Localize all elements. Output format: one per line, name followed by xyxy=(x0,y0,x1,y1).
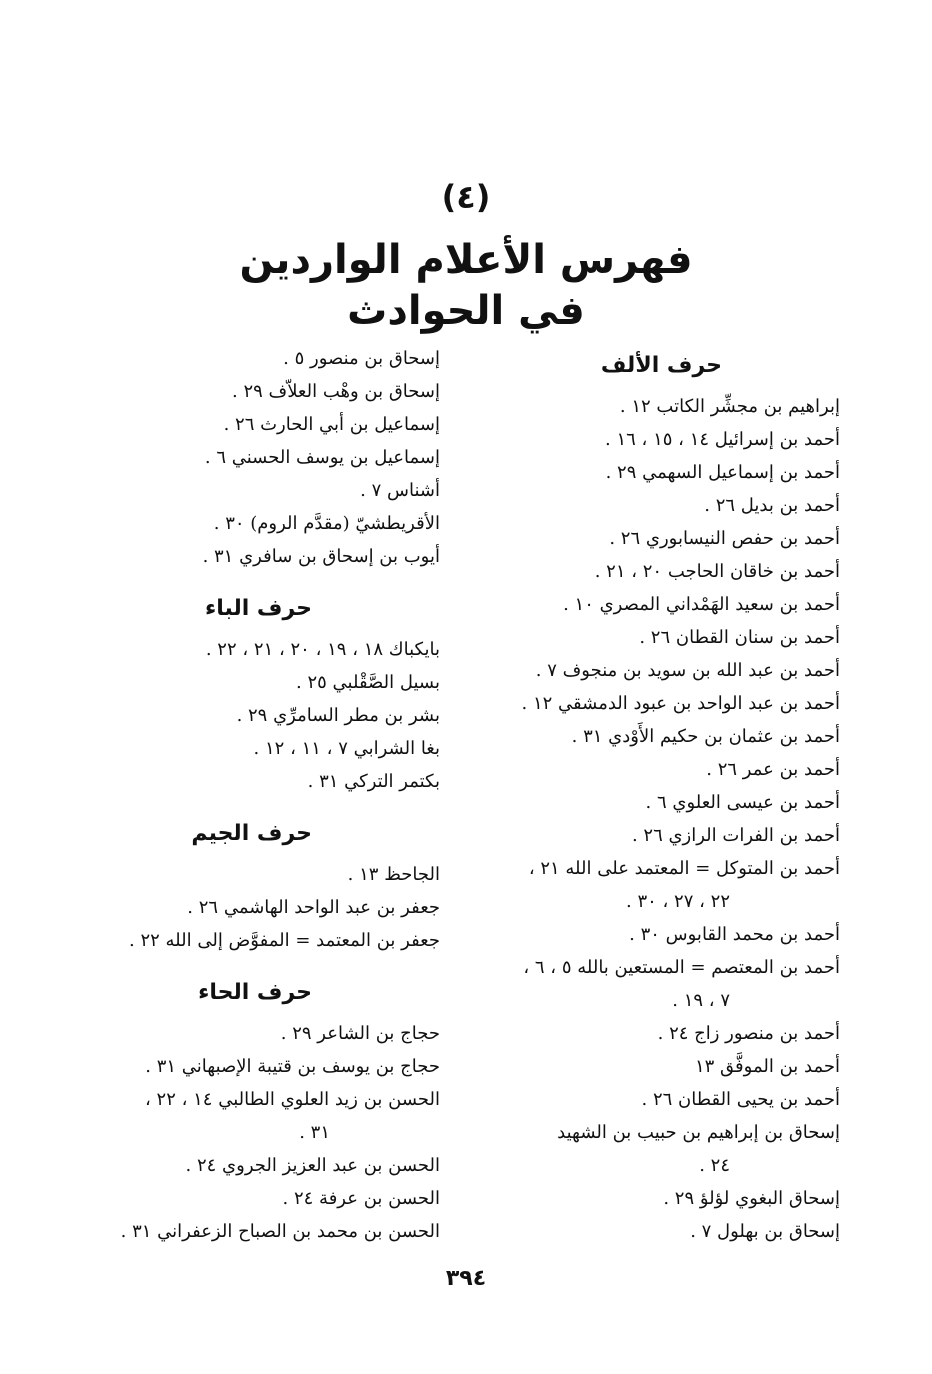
entry-line-1: أحمد بن المتوكل = المعتمد على الله ٢١ ، xyxy=(528,858,840,879)
index-entry: حجاج بن الشاعر ٢٩ . xyxy=(280,1023,440,1044)
index-entry: أيوب بن إسحاق بن سافري ٣١ . xyxy=(202,546,440,567)
section-heading: حرف الألف xyxy=(600,353,722,378)
index-entry: بغا الشرابي ٧ ، ١١ ، ١٢ . xyxy=(253,738,440,759)
index-entry: أحمد بن إسماعيل السهمي ٢٩ . xyxy=(605,462,840,483)
page-number: ٣٩٤ xyxy=(445,1266,487,1291)
index-entry: إسماعيل بن يوسف الحسني ٦ . xyxy=(204,447,440,468)
index-entry: أحمد بن محمد القابوس ٣٠ . xyxy=(629,924,840,945)
index-entry: أحمد بن الموفَّق ١٣ xyxy=(694,1056,840,1077)
index-entry: إبراهيم بن مجشِّر الكاتب ١٢ . xyxy=(619,396,840,417)
index-entry: بكتمر التركي ٣١ . xyxy=(307,771,440,792)
section-spacer xyxy=(80,957,440,969)
index-entry xyxy=(490,1116,840,1182)
index-entry: الأقريطشيّ (مقدَّم الروم) ٣٠ . xyxy=(213,513,440,534)
index-entry: أحمد بن خاقان الحاجب ٢٠ ، ٢١ . xyxy=(594,561,840,582)
index-entry xyxy=(490,951,840,1017)
index-entry xyxy=(490,852,840,918)
entry-line-2: ٣١ . xyxy=(299,1122,330,1143)
entry-line-2: ٧ ، ١٩ . xyxy=(672,990,730,1011)
index-entry: إسحاق بن وهْب العلاّف ٢٩ . xyxy=(232,381,440,402)
index-entry: حجاج بن يوسف بن قتيبة الإصبهاني ٣١ . xyxy=(145,1056,440,1077)
section-spacer xyxy=(80,573,440,585)
section-heading: حرف الباء xyxy=(204,596,312,621)
index-entry: أحمد بن عبد الواحد بن عبود الدمشقي ١٢ . xyxy=(521,693,840,714)
index-entry: أحمد بن عمر ٢٦ . xyxy=(706,759,840,780)
index-entry: أحمد بن عيسى العلوي ٦ . xyxy=(645,792,840,813)
index-subtitle: في الحوادث xyxy=(347,288,585,334)
index-entry: أحمد بن إسرائيل ١٤ ، ١٥ ، ١٦ . xyxy=(605,429,840,450)
index-number: (٤) xyxy=(441,178,491,216)
index-entry: الحسن بن عبد العزيز الجروي ٢٤ . xyxy=(185,1155,440,1176)
index-entry: إسحاق بن بهلول ٧ . xyxy=(690,1221,840,1242)
entry-line-1: إسحاق بن إبراهيم بن حبيب بن الشهيد xyxy=(557,1122,840,1143)
index-entry: أحمد بن عثمان بن حكيم الأَوْدي ٣١ . xyxy=(571,726,840,747)
index-entry: الحسن بن محمد بن الصباح الزعفراني ٣١ . xyxy=(120,1221,440,1242)
index-entry: أحمد بن بديل ٢٦ . xyxy=(704,495,840,516)
index-entry: بشر بن مطر السامرِّي ٢٩ . xyxy=(236,705,440,726)
entry-line-2: ٢٤ . xyxy=(699,1155,730,1176)
index-entry: أحمد بن يحيى القطان ٢٦ . xyxy=(641,1089,840,1110)
index-title: فهرس الأعلام الواردين xyxy=(239,237,693,283)
index-entry: جعفر بن عبد الواحد الهاشمي ٢٦ . xyxy=(187,897,440,918)
section-spacer xyxy=(80,798,440,810)
index-entry: إسحاق بن منصور ٥ . xyxy=(283,348,440,369)
entry-line-1: أحمد بن المعتصم = المستعين بالله ٥ ، ٦ ، xyxy=(523,957,840,978)
index-entry: إسحاق البغوي لؤلؤ ٢٩ . xyxy=(663,1188,840,1209)
index-entry: أحمد بن سعيد الهَمْداني المصري ١٠ . xyxy=(563,594,840,615)
index-entry: إسماعيل بن أبي الحارث ٢٦ . xyxy=(223,414,440,435)
right-column xyxy=(490,342,840,1248)
entry-line-1: الحسن بن زيد العلوي الطالبي ١٤ ، ٢٢ ، xyxy=(145,1089,440,1110)
section-heading: حرف الجيم xyxy=(191,821,312,846)
index-entry: الحسن بن عرفة ٢٤ . xyxy=(282,1188,440,1209)
index-entry: أحمد بن حفص النيسابوري ٢٦ . xyxy=(609,528,840,549)
index-entry: أحمد بن سنان القطان ٢٦ . xyxy=(639,627,840,648)
section-heading: حرف الحاء xyxy=(198,980,312,1005)
index-entry: بايكباك ١٨ ، ١٩ ، ٢٠ ، ٢١ ، ٢٢ . xyxy=(205,639,440,660)
left-column xyxy=(80,342,440,1248)
entry-line-2: ٢٢ ، ٢٧ ، ٣٠ . xyxy=(625,891,730,912)
index-entry: الجاحظ ١٣ . xyxy=(347,864,440,885)
index-entry: أحمد بن الفرات الرازي ٢٦ . xyxy=(631,825,840,846)
index-entry: أحمد بن منصور زاج ٢٤ . xyxy=(657,1023,840,1044)
index-entry: جعفر بن المعتمد = المفوَّض إلى الله ٢٢ . xyxy=(129,930,440,951)
index-entry: أشناس ٧ . xyxy=(360,480,440,501)
index-entry xyxy=(80,1083,440,1149)
index-entry: أحمد بن عبد الله بن سويد بن منجوف ٧ . xyxy=(535,660,840,681)
index-entry: بسيل الصَّقْلبي ٢٥ . xyxy=(296,672,440,693)
